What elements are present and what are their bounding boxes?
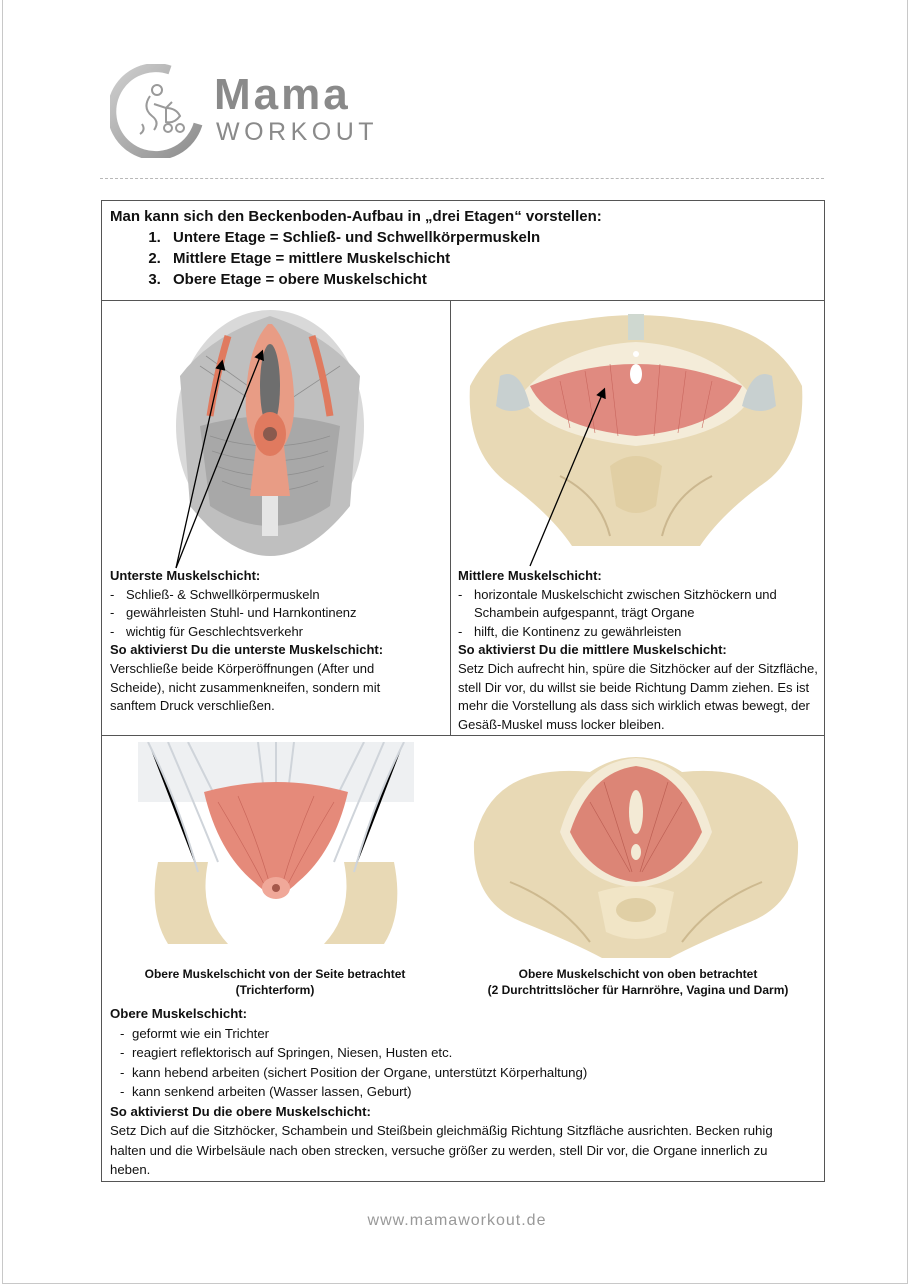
frame-divider-top — [101, 300, 825, 301]
intro-item: 2. Mittlere Etage = mittlere Muskelschicht — [165, 248, 810, 269]
upper-layer-bullet: - kann senkend arbeiten (Wasser lassen, Geburt) — [110, 1082, 810, 1102]
middle-layer-bullets — [458, 586, 818, 642]
caption-side-view — [110, 966, 440, 998]
upper-layer-bullet: - geformt wie ein Trichter — [110, 1024, 810, 1044]
lower-layer-text — [110, 567, 440, 716]
caption-side-line: (Trichterform) — [235, 983, 315, 997]
caption-top-line: (2 Durchtrittslöcher für Harnröhre, Vagina und Darm) — [487, 983, 789, 997]
intro-list — [110, 227, 810, 290]
lower-layer-arrows — [170, 340, 290, 570]
lower-layer-heading: Unterste Muskelschicht: — [110, 568, 261, 583]
intro-item: 3. Obere Etage = obere Muskelschicht — [165, 269, 810, 290]
middle-layer-arrow — [520, 380, 620, 570]
middle-layer-heading: Mittlere Muskelschicht: — [458, 568, 602, 583]
footer-url: www.mamaworkout.de — [367, 1212, 547, 1229]
logo-mother-stroller-icon — [110, 64, 204, 158]
upper-layer-side-illustration — [138, 742, 414, 944]
intro-heading: Man kann sich den Beckenboden-Aufbau in „drei Etagen“ vorstellen: — [110, 208, 602, 225]
lower-layer-bullet: - wichtig für Geschlechtsverkehr — [110, 623, 440, 642]
lower-layer-bullet: - Schließ- & Schwellkörpermuskeln — [110, 586, 440, 605]
mamaworkout-logo — [110, 64, 380, 160]
middle-layer-text — [458, 567, 818, 734]
lower-layer-bullets — [110, 586, 440, 642]
upper-layer-activate-text: Setz Dich auf die Sitzhöcker, Schambein und Steißbein gleichmäßig Richtung Sitzfläche ausrichten. Becken ruhig halten und die Wirbelsäule nach oben strecken, versuche größer zu werden, stell Dir vor, die Organe innerlich zu heben. — [110, 1123, 773, 1177]
middle-layer-bullet: - horizontale Muskelschicht zwischen Sitzhöckern und Schambein aufgespannt, trägt Organe — [458, 586, 818, 623]
upper-layer-top-illustration — [470, 742, 802, 958]
header-divider — [100, 178, 824, 179]
upper-layer-bullet: - kann hebend arbeiten (sichert Position der Organe, unterstützt Körperhaltung) — [110, 1063, 810, 1083]
lower-layer-activate-heading: So aktivierst Du die unterste Muskelschicht: — [110, 642, 384, 658]
lower-layer-bullet: - gewährleisten Stuhl- und Harnkontinenz — [110, 604, 440, 623]
caption-top-view — [458, 966, 818, 998]
intro-section — [110, 206, 810, 290]
upper-layer-bullet: - reagiert reflektorisch auf Springen, Niesen, Husten etc. — [110, 1043, 810, 1063]
logo-text-mama: Mama — [214, 70, 351, 119]
upper-layer-bullets — [110, 1024, 810, 1102]
caption-top-line: Obere Muskelschicht von oben betrachtet — [518, 967, 758, 981]
lower-layer-activate-text: Verschließe beide Körperöffnungen (After und Scheide), nicht zusammenkneifen, sondern mit sanftem Druck verschließen. — [110, 660, 381, 714]
upper-layer-text — [110, 1004, 810, 1180]
middle-layer-activate-heading: So aktivierst Du die mittlere Muskelschicht: — [458, 642, 727, 658]
upper-layer-heading: Obere Muskelschicht: — [110, 1006, 248, 1021]
intro-item: 1. Untere Etage = Schließ- und Schwellkörpermuskeln — [165, 227, 810, 248]
caption-side-line: Obere Muskelschicht von der Seite betrachtet — [144, 967, 406, 981]
middle-layer-activate-text: Setz Dich aufrecht hin, spüre die Sitzhöcker auf der Sitzfläche, stell Dir vor, du willst sie beide Richtung Damm ziehen. Es ist mehr die Vorstellung als dass sich wirklich etwas bewegt, der Gesäß-Muskel muss locker bleiben. — [458, 660, 818, 732]
frame-divider-middle — [101, 735, 825, 736]
middle-layer-bullet: - hilft, die Kontinenz zu gewährleisten — [458, 623, 818, 642]
upper-layer-activate-heading: So aktivierst Du die obere Muskelschicht: — [110, 1103, 371, 1119]
logo-text-workout: WORKOUT — [216, 118, 379, 146]
frame-divider-vertical — [450, 300, 451, 735]
middle-layer-illustration — [460, 306, 812, 550]
